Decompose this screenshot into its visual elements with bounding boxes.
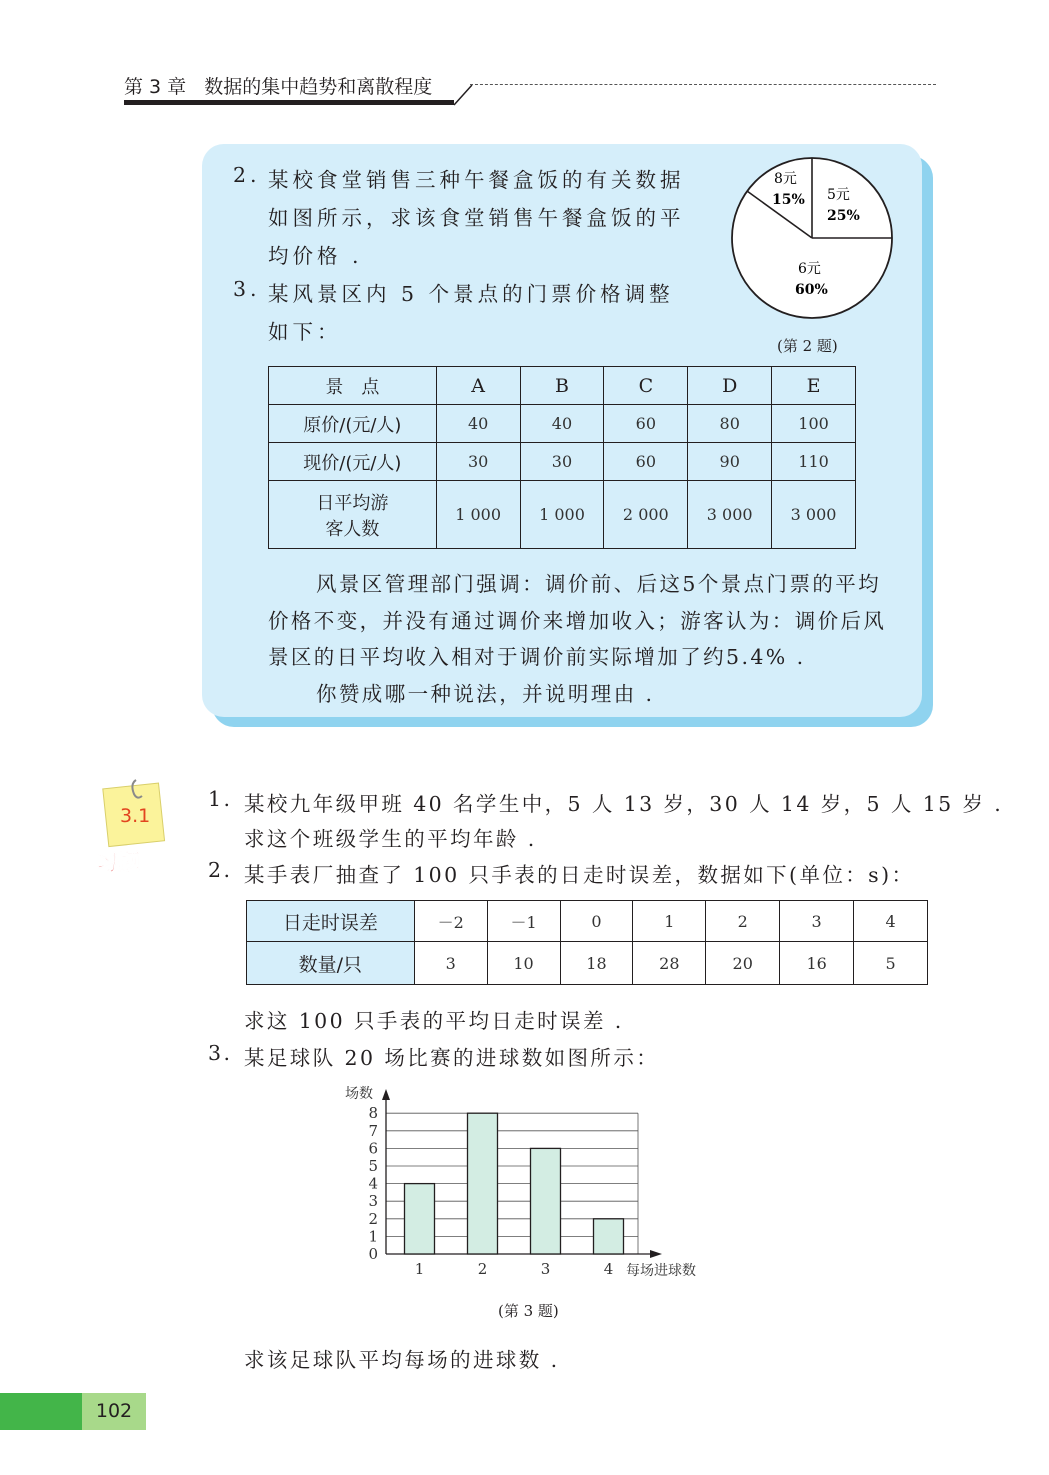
table-cell: 40 bbox=[520, 405, 604, 443]
table-cell: 2 bbox=[706, 901, 780, 942]
table-cell: 1 000 bbox=[520, 481, 604, 549]
table-header-cell: B bbox=[520, 367, 604, 405]
table-cell: 10 bbox=[487, 942, 560, 985]
chart-x-tick-labels bbox=[415, 1260, 614, 1278]
table-row bbox=[269, 405, 856, 443]
pie-caption: (第 2 题) bbox=[777, 337, 838, 355]
header-rule bbox=[124, 100, 454, 105]
e1-number: 1. bbox=[208, 787, 233, 811]
pie-slice-5-percent: 25% bbox=[827, 208, 860, 224]
table-cell: 0 bbox=[560, 901, 633, 942]
table-cell: 3 000 bbox=[772, 481, 856, 549]
goals-bar-chart bbox=[340, 1076, 730, 1288]
e3-line: 某足球队 20 场比赛的进球数如图所示： bbox=[244, 1046, 660, 1070]
x-axis-arrow bbox=[650, 1250, 662, 1258]
table-row bbox=[247, 901, 928, 942]
table-cell: 2 000 bbox=[604, 481, 688, 549]
row-label: 日走时误差 bbox=[247, 901, 415, 942]
e2-line: 某手表厂抽查了 100 只手表的日走时误差，数据如下(单位：s)： bbox=[244, 863, 915, 887]
table-cell: 16 bbox=[780, 942, 854, 985]
y-axis-arrow bbox=[382, 1089, 390, 1100]
table-row bbox=[269, 481, 856, 549]
bar bbox=[468, 1113, 498, 1254]
badge-label: 习题 bbox=[96, 851, 141, 876]
y-tick-label: 1 bbox=[368, 1227, 378, 1246]
y-tick-label: 5 bbox=[368, 1157, 378, 1175]
table-row bbox=[247, 942, 928, 985]
table-cell: 5 bbox=[854, 942, 928, 985]
y-tick-label: 7 bbox=[368, 1121, 378, 1140]
x-tick-label: 1 bbox=[414, 1260, 425, 1278]
badge-number: 3.1 bbox=[120, 805, 151, 827]
table-header-cell: A bbox=[436, 367, 520, 405]
paragraph-line-3: 景区的日平均收入相对于调价前实际增加了约5.4% . bbox=[268, 645, 806, 669]
bar-chart-caption: (第 3 题) bbox=[498, 1302, 559, 1320]
page-number: 102 bbox=[82, 1393, 146, 1430]
table-cell: 3 bbox=[414, 942, 487, 985]
q2-line-3: 均价格 . bbox=[268, 244, 363, 268]
e3-after: 求该足球队平均每场的进球数 . bbox=[244, 1348, 560, 1372]
chart-y-tick-labels bbox=[368, 1104, 378, 1263]
paragraph-line-4: 你赞成哪一种说法，并说明理由 . bbox=[316, 682, 655, 706]
ticket-price-table bbox=[268, 366, 856, 549]
q3-line-1: 某风景区内 5 个景点的门票价格调整 bbox=[268, 282, 674, 306]
table-row bbox=[269, 443, 856, 481]
q2-number: 2. bbox=[233, 163, 261, 187]
pie-slice-8-price: 8元 bbox=[774, 171, 797, 187]
table-cell: 20 bbox=[706, 942, 780, 985]
table-cell: 100 bbox=[772, 405, 856, 443]
table-header-cell: C bbox=[604, 367, 688, 405]
x-tick-label: 4 bbox=[603, 1260, 614, 1278]
header-dash-line bbox=[470, 84, 936, 85]
lunch-price-pie-chart bbox=[728, 154, 896, 326]
table-cell: 30 bbox=[520, 443, 604, 481]
pie-slice-8-percent: 15% bbox=[772, 192, 805, 208]
q3-number: 3. bbox=[233, 277, 261, 301]
y-tick-label: 3 bbox=[368, 1192, 378, 1211]
table-cell: 3 bbox=[780, 901, 854, 942]
header-slash bbox=[452, 84, 476, 106]
bar bbox=[594, 1219, 624, 1254]
y-tick-label: 2 bbox=[368, 1209, 378, 1228]
y-tick-label: 0 bbox=[368, 1245, 378, 1263]
y-tick-label: 6 bbox=[368, 1139, 378, 1158]
watch-error-table bbox=[246, 900, 928, 985]
table-cell: 28 bbox=[633, 942, 706, 985]
table-cell: 110 bbox=[772, 443, 856, 481]
row-label bbox=[269, 481, 437, 549]
table-cell: 60 bbox=[604, 405, 688, 443]
table-header-cell: E bbox=[772, 367, 856, 405]
table-cell: 80 bbox=[688, 405, 772, 443]
y-axis-label: 场数 bbox=[345, 1086, 373, 1102]
table-cell: 90 bbox=[688, 443, 772, 481]
paragraph-line-1: 风景区管理部门强调：调价前、后这5个景点门票的平均 bbox=[316, 572, 882, 596]
e2-after: 求这 100 只手表的平均日走时误差 . bbox=[244, 1009, 624, 1033]
pie-slice-6-percent: 60% bbox=[795, 282, 828, 298]
table-cell: 60 bbox=[604, 443, 688, 481]
table-cell: 3 000 bbox=[688, 481, 772, 549]
table-cell: 1 bbox=[633, 901, 706, 942]
x-tick-label: 2 bbox=[477, 1260, 488, 1278]
q2-line-1: 某校食堂销售三种午餐盒饭的有关数据 bbox=[268, 168, 685, 192]
e2-number: 2. bbox=[208, 858, 233, 882]
table-cell: 40 bbox=[436, 405, 520, 443]
table-cell: 1 000 bbox=[436, 481, 520, 549]
e3-number: 3. bbox=[208, 1041, 233, 1065]
q3-line-2: 如下： bbox=[268, 320, 342, 344]
q2-line-2: 如图所示，求该食堂销售午餐盒饭的平 bbox=[268, 206, 685, 230]
table-header-cell: D bbox=[688, 367, 772, 405]
table-cell: 4 bbox=[854, 901, 928, 942]
paragraph-line-2: 价格不变，并没有通过调价来增加收入；游客认为：调价后风 bbox=[268, 609, 887, 633]
pie-slice-6-price: 6元 bbox=[798, 261, 821, 277]
table-cell: －2 bbox=[414, 901, 487, 942]
e1-line-1: 某校九年级甲班 40 名学生中，5 人 13 岁，30 人 14 岁，5 人 15 岁 . bbox=[244, 792, 1004, 816]
row-label-line: 客人数 bbox=[325, 518, 380, 540]
y-tick-label: 4 bbox=[368, 1174, 378, 1193]
y-tick-label: 8 bbox=[368, 1104, 378, 1123]
table-header-cell: 景 点 bbox=[269, 367, 437, 405]
table-cell: －1 bbox=[487, 901, 560, 942]
bar bbox=[405, 1184, 435, 1254]
table-header-row bbox=[269, 367, 856, 405]
row-label: 数量/只 bbox=[247, 942, 415, 985]
table-cell: 18 bbox=[560, 942, 633, 985]
pie-slice-5-price: 5元 bbox=[827, 187, 850, 203]
e1-line-2: 求这个班级学生的平均年龄 . bbox=[244, 827, 537, 851]
x-tick-label: 3 bbox=[540, 1260, 551, 1278]
x-axis-label: 每场进球数 bbox=[626, 1263, 696, 1279]
bar bbox=[531, 1148, 561, 1254]
row-label-line: 日平均游 bbox=[316, 492, 389, 514]
row-label: 现价/(元/人) bbox=[269, 443, 437, 481]
row-label: 原价/(元/人) bbox=[269, 405, 437, 443]
exercise-badge bbox=[92, 778, 172, 878]
chapter-header: 第 3 章 数据的集中趋势和离散程度 bbox=[124, 76, 433, 98]
table-cell: 30 bbox=[436, 443, 520, 481]
